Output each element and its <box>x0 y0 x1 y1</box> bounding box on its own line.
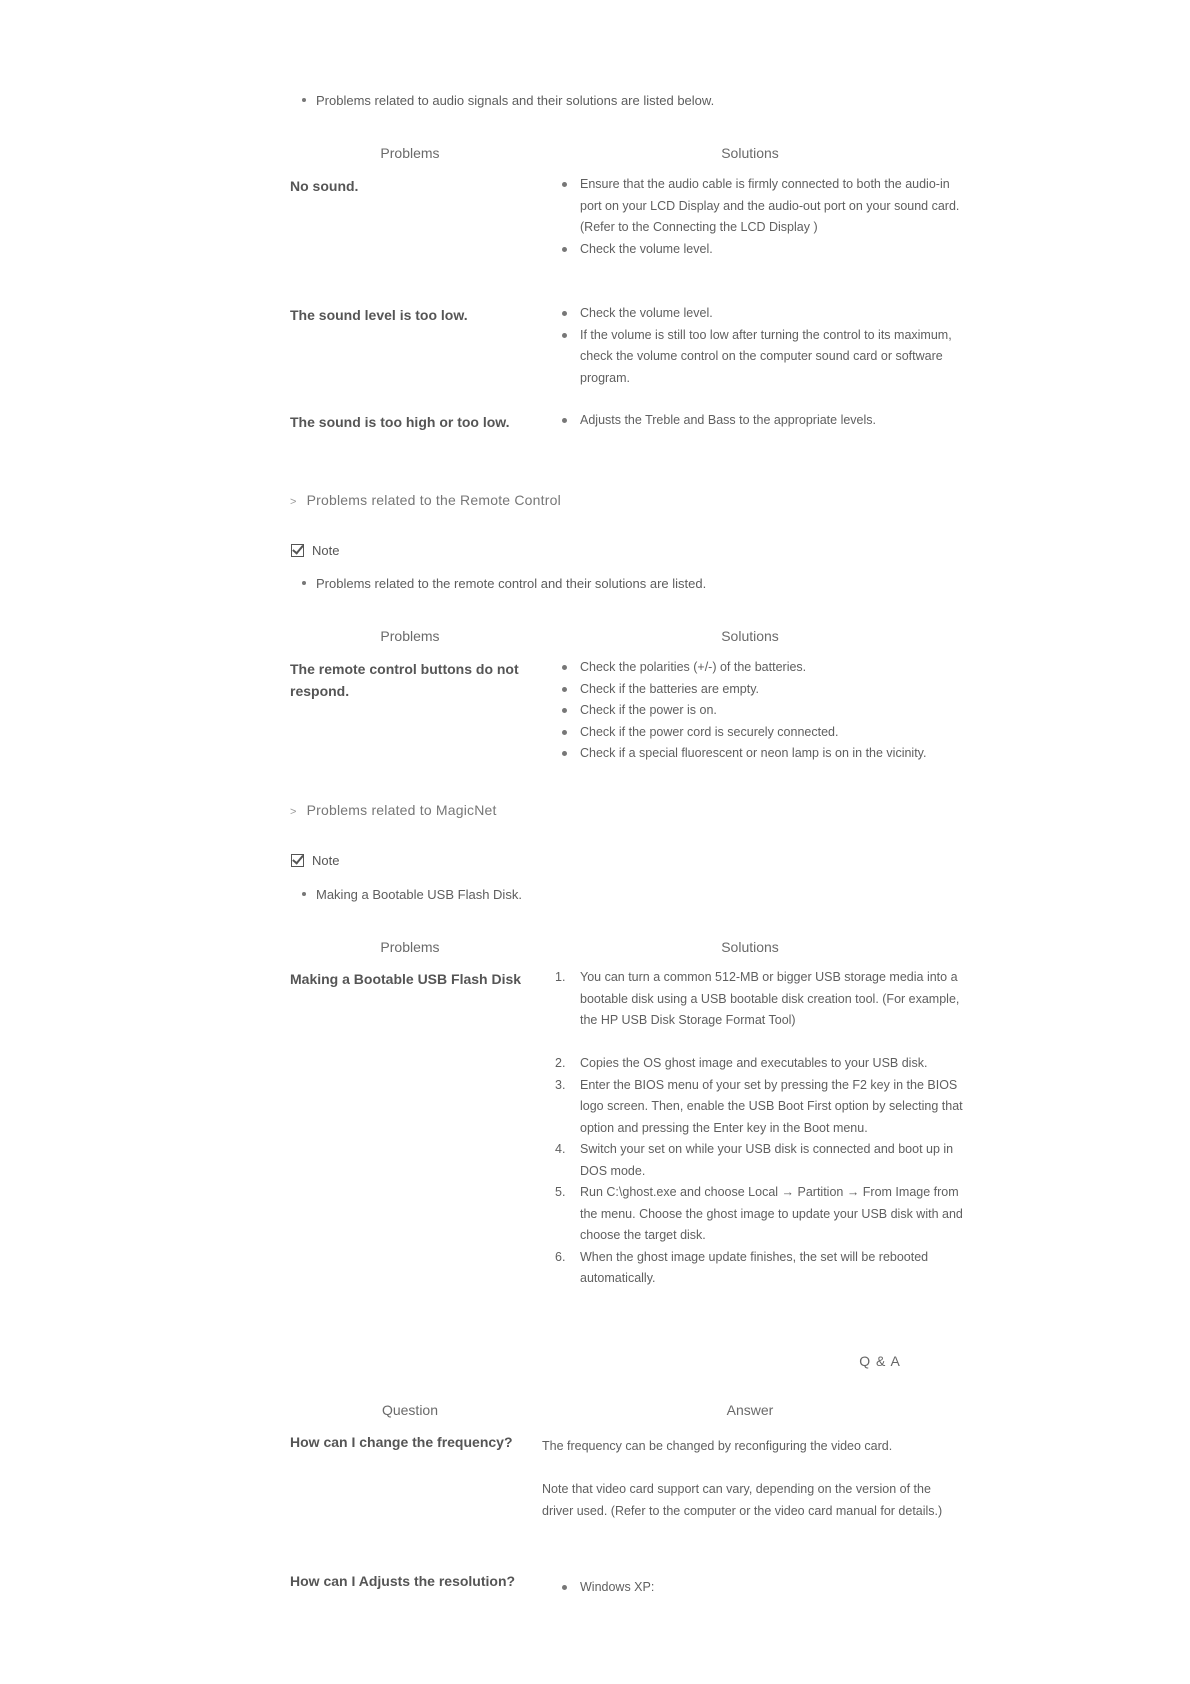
answer-paragraph: The frequency can be changed by reconfiguring the video card. <box>542 1439 893 1453</box>
bullet-icon <box>562 418 567 423</box>
list-item: If the volume is still too low after turning the control to its maximum, check the volume control on the computer sound card or software program. <box>580 325 960 390</box>
qa-question-resolution: How can I Adjusts the resolution? <box>290 1573 516 1589</box>
audio-solutions-no-sound <box>580 174 960 260</box>
qa-col-answer: Answer <box>726 1402 774 1418</box>
list-item: 1. You can turn a common 512-MB or bigger USB storage media into a bootable disk using a USB bootable disk creation tool. (For example, the HP USB Disk Storage Format Tool) <box>555 970 960 1027</box>
qa-question-frequency: How can I change the frequency? <box>290 1434 513 1450</box>
answer-paragraph: Note that video card support can vary, depending on the version of the driver used. (Refer to the computer or the video card manual for details.) <box>542 1482 943 1518</box>
magicnet-steps <box>555 967 970 1290</box>
list-item: Ensure that the audio cable is firmly connected to both the audio-in port on your LCD Display and the audio-out port on your sound card. (Refer to the Connecting the LCD Display ) <box>580 174 960 239</box>
magicnet-section-heading: > Problems related to MagicNet <box>290 802 497 818</box>
list-item: 3. Enter the BIOS menu of your set by pressing the F2 key in the BIOS logo screen. Then, enable the USB Boot First option by selecting that option and pressing the Enter key in the Boot menu. <box>555 1077 963 1135</box>
list-item: Check if the batteries are empty. <box>580 679 970 701</box>
bullet-icon <box>562 730 567 735</box>
bullet-icon <box>562 665 567 670</box>
list-item: 5. Run C:\ghost.exe and choose Local → Partition → From Image from the menu. Choose the ghost image to update your USB disk with and choose the target disk. <box>555 1185 963 1242</box>
list-item: Check the polarities (+/-) of the batteries. <box>580 657 970 679</box>
remote-col-problems: Problems <box>380 628 440 644</box>
audio-problem-no-sound: No sound. <box>290 178 359 194</box>
bullet-icon <box>562 182 567 187</box>
qa-title: Q & A <box>859 1353 901 1369</box>
magicnet-note: Note <box>291 853 339 868</box>
bullet-icon <box>562 687 567 692</box>
bullet-icon <box>562 708 567 713</box>
audio-col-solutions: Solutions <box>721 145 779 161</box>
bullet-icon <box>562 1585 567 1590</box>
magicnet-col-solutions: Solutions <box>721 939 779 955</box>
magicnet-col-problems: Problems <box>380 939 440 955</box>
qa-answer-resolution <box>580 1577 960 1599</box>
list-item: 6. When the ghost image update finishes, the set will be rebooted automatically. <box>555 1249 929 1285</box>
bullet-icon <box>302 892 306 896</box>
magicnet-intro: Making a Bootable USB Flash Disk. <box>302 887 522 902</box>
qa-answer-frequency <box>542 1436 962 1522</box>
checkbox-icon <box>291 544 304 557</box>
list-item: Windows XP: <box>580 1577 960 1599</box>
list-item: Check the volume level. <box>580 239 960 261</box>
audio-problem-high-low: The sound is too high or too low. <box>290 414 510 430</box>
checkbox-icon <box>291 854 304 867</box>
bullet-icon <box>562 247 567 252</box>
audio-problem-too-low: The sound level is too low. <box>290 307 468 323</box>
list-item: 2. Copies the OS ghost image and executables to your USB disk. <box>555 1056 928 1070</box>
remote-solutions <box>580 657 970 765</box>
audio-intro: Problems related to audio signals and their solutions are listed below. <box>302 93 714 108</box>
bullet-icon <box>562 311 567 316</box>
list-item: Check the volume level. <box>580 303 960 325</box>
qa-col-question: Question <box>381 1402 439 1418</box>
list-item: Adjusts the Treble and Bass to the appropriate levels. <box>580 410 960 432</box>
remote-note: Note <box>291 543 339 558</box>
remote-intro: Problems related to the remote control and their solutions are listed. <box>302 576 706 591</box>
magicnet-problem: Making a Bootable USB Flash Disk <box>290 971 522 987</box>
list-item: Check if the power cord is securely connected. <box>580 722 970 744</box>
chevron-right-icon: > <box>290 806 297 818</box>
list-item: 4. Switch your set on while your USB disk is connected and boot up in DOS mode. <box>555 1142 954 1178</box>
remote-problem: The remote control buttons do not respond. <box>290 661 519 699</box>
bullet-icon <box>562 333 567 338</box>
audio-solutions-too-low <box>580 303 960 389</box>
remote-section-heading: > Problems related to the Remote Control <box>290 492 561 508</box>
bullet-icon <box>302 98 306 102</box>
list-item: Check if the power is on. <box>580 700 970 722</box>
remote-col-solutions: Solutions <box>721 628 779 644</box>
bullet-icon <box>562 751 567 756</box>
list-item: Check if a special fluorescent or neon lamp is on in the vicinity. <box>580 743 970 765</box>
chevron-right-icon: > <box>290 496 297 508</box>
audio-solutions-high-low <box>580 410 960 432</box>
audio-col-problems: Problems <box>380 145 440 161</box>
bullet-icon <box>302 581 306 585</box>
